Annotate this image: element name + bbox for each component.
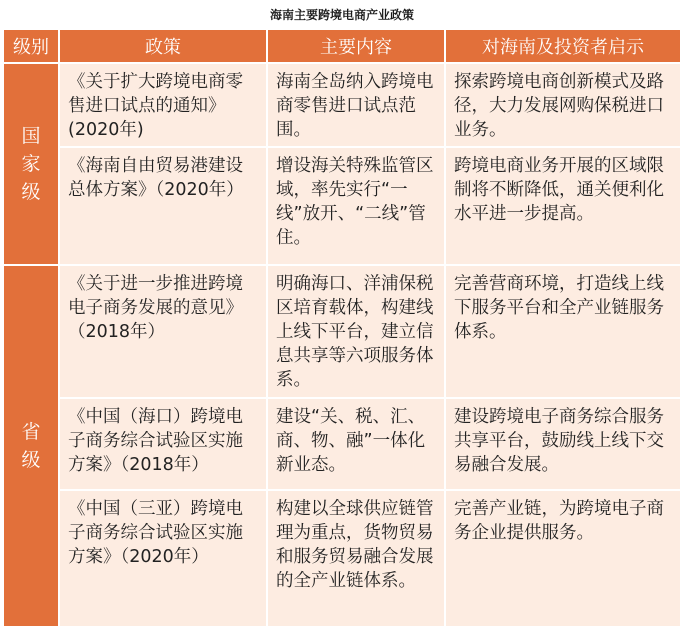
insight-cell: 探索跨境电商创新模式及路径，大力发展网购保税进口业务。 [445, 63, 681, 147]
content-cell: 明确海口、洋浦保税区培育载体，构建线上线下平台，建立信息共享等六项服务体系。 [267, 265, 445, 398]
policy-cell: 《海南自由贸易港建设总体方案》（2020年） [59, 147, 267, 265]
content-cell: 建设“关、税、汇、商、物、融”一体化新业态。 [267, 398, 445, 490]
insight-cell: 完善产业链，为跨境电子商务企业提供服务。 [445, 490, 681, 627]
header-content: 主要内容 [267, 29, 445, 63]
content-cell: 海南全岛纳入跨境电商零售进口试点范围。 [267, 63, 445, 147]
header-insight: 对海南及投资者启示 [445, 29, 681, 63]
content-cell: 增设海关特殊监管区域，率先实行“一线”放开、“二线”管住。 [267, 147, 445, 265]
policy-cell: 《关于进一步推进跨境电子商务发展的意见》（2018年） [59, 265, 267, 398]
level-provincial: 省级 [3, 265, 59, 627]
level-national: 国家级 [3, 63, 59, 265]
table-row [3, 147, 681, 265]
table-row [3, 398, 681, 490]
header-policy: 政策 [59, 29, 267, 63]
policy-cell: 《中国（三亚）跨境电子商务综合试验区实施方案》（2020年） [59, 490, 267, 627]
header-level: 级别 [3, 29, 59, 63]
table-row [3, 265, 681, 398]
insight-cell: 完善营商环境，打造线上线下服务平台和全产业链服务体系。 [445, 265, 681, 398]
policy-cell: 《关于扩大跨境电商零售进口试点的通知》(2020年) [59, 63, 267, 147]
insight-cell: 跨境电商业务开展的区域限制将不断降低，通关便利化水平进一步提高。 [445, 147, 681, 265]
policy-table [2, 28, 682, 628]
table-row [3, 63, 681, 147]
table-row [3, 490, 681, 627]
header-row [3, 29, 681, 63]
content-cell: 构建以全球供应链管理为重点，货物贸易和服务贸易融合发展的全产业链体系。 [267, 490, 445, 627]
table-title: 海南主要跨境电商产业政策 [269, 8, 414, 22]
policy-cell: 《中国（海口）跨境电子商务综合试验区实施方案》（2018年） [59, 398, 267, 490]
insight-cell: 建设跨境电子商务综合服务共享平台，鼓励线上线下交易融合发展。 [445, 398, 681, 490]
